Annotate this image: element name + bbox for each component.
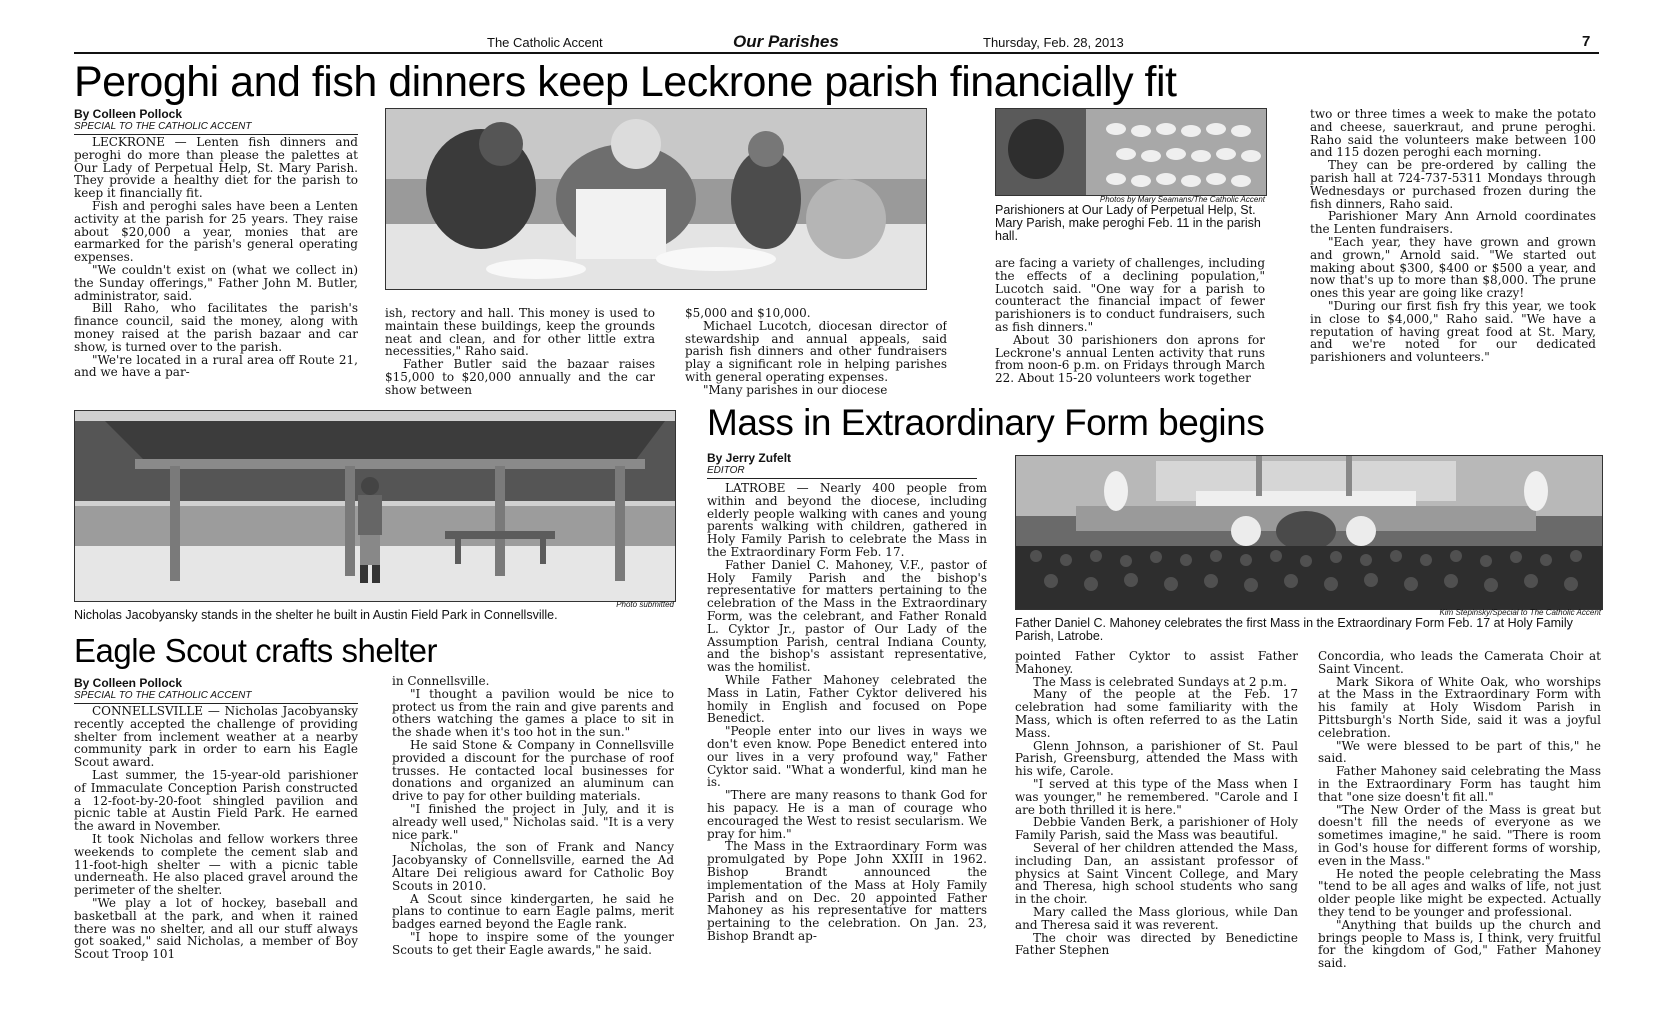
article1-byline-block bbox=[74, 108, 358, 135]
paragraph: The choir was directed by Benedictine Father Stephen bbox=[1015, 930, 1298, 958]
paragraph: "I thought a pavilion would be nice to protect us from the rain and give parents and others watching the games a place to sit in the shade when it's too hot in the sun." bbox=[392, 686, 674, 740]
paragraph: The Mass is celebrated Sundays at 2 p.m. bbox=[1033, 674, 1287, 689]
paragraph: "We were blessed to be part of this," he said. bbox=[1318, 738, 1601, 766]
article3-column-1 bbox=[707, 482, 987, 990]
paragraph: "People enter into our lives in ways we don't even know. Pope Benedict entered into our lives in a very profound way," Father Cyktor said. "What a wonderful, kind man he is. bbox=[707, 724, 987, 790]
paragraph: "The New Order of the Mass is great but doesn't fill the needs of everyone as we sometimes imagine," he said. "There is room in God's house for different forms of worship, even in the Mass." bbox=[1318, 802, 1601, 868]
paragraph: Michael Lucotch, diocesan director of stewardship and annual appeals, said parish fish dinners and other fundraisers play a significant role in helping parishes with general operating expenses. bbox=[685, 318, 947, 384]
paragraph: About 30 parishioners don aprons for Leckrone's annual Lenten activity that runs from noon-6 p.m. on Fridays through March 22. About 15-20 volunteers work together bbox=[995, 332, 1265, 386]
paragraph: $5,000 and $10,000. bbox=[685, 307, 811, 320]
article3-byline-block bbox=[707, 452, 977, 479]
paragraph: While Father Mahoney celebrated the Mass in Latin, Father Cyktor delivered his homily in English and focused on Pope Benedict. bbox=[707, 672, 987, 726]
paragraph: pointed Father Cyktor to assist Father Mahoney. bbox=[1015, 650, 1298, 676]
paragraph: Mark Sikora of White Oak, who worships at the Mass in the Extraordinary Form with his family at Holy Wisdom Parish in Pittsburgh's North Side, said it was a joyful celebration. bbox=[1318, 674, 1601, 740]
article2-column-2 bbox=[392, 675, 674, 990]
paper-name: The Catholic Accent bbox=[487, 35, 603, 50]
article2-column-1 bbox=[74, 705, 358, 990]
paragraph: "I finished the project in July, and it is already well used," Nicholas said. "It is a very nice park." bbox=[392, 801, 674, 842]
paragraph: Many of the people at the Feb. 17 celebration had some familiarity with the Mass, which is often referred to as the Latin Mass. bbox=[1015, 687, 1298, 740]
article1-photo-credit: Photos by Mary Seamans/The Catholic Accent bbox=[1099, 195, 1265, 204]
paragraph: "I served at this type of the Mass when I was younger," he remembered. "Carole and I are both thrilled it is here." bbox=[1015, 776, 1298, 817]
paragraph: are facing a variety of challenges, including the effects of a declining population," Lucotch said. "One way for a parish to counteract the financial impact of fewer parishioners is to conduct fundraisers, such as fish dinners." bbox=[995, 257, 1265, 334]
peroghi-trays-photo bbox=[995, 108, 1267, 196]
section-title: Our Parishes bbox=[733, 32, 839, 51]
peroghi-photo-image bbox=[386, 109, 926, 289]
article2-headline: Eagle Scout crafts shelter bbox=[74, 632, 438, 669]
paragraph: He said Stone & Company in Connellsville provided a discount for the purchase of roof trusses. He contacted local businesses for donations and organized an aluminum can drive to pay for other building materials. bbox=[392, 737, 674, 804]
paragraph: LECKRONE — Lenten fish dinners and peroghi do more than please the palettes at Our Lady of Perpetual Help, St. Mary Parish. They provide a healthy diet for the parish to keep it financially fit. bbox=[74, 136, 358, 201]
article2-photo-credit: Photo submitted bbox=[616, 600, 674, 609]
article2-byline-block bbox=[74, 677, 358, 704]
paragraph: Father Daniel C. Mahoney, V.F., pastor of Holy Family Parish and the bishop's representative for matters pertaining to the celebration of the Mass in the Extraordinary Form, was the celebrant, and Father Ronald L. Cyktor Jr., pastor of Our Lady of the Assumption Parish, central Indiana County, and the bishop's assistant representative, was the homilist. bbox=[707, 557, 987, 675]
paragraph: ish, rectory and hall. This money is used to maintain these buildings, keep the grounds neat and clean, and for other little extra necessities," Raho said. bbox=[385, 307, 655, 359]
paragraph: Debbie Vanden Berk, a parishioner of Holy Family Parish, said the Mass was beautiful. bbox=[1015, 815, 1298, 843]
article3-photo-credit: Kim Stepinsky/Special to The Catholic Accent bbox=[1439, 608, 1601, 617]
issue-date: Thursday, Feb. 28, 2013 bbox=[983, 35, 1124, 50]
paragraph: Concordia, who leads the Camerata Choir at Saint Vincent. bbox=[1318, 650, 1601, 676]
paragraph: Fish and peroghi sales have been a Lenten activity at the parish for 25 years. They raise about $20,000 a year, monies that are earmarked for the parish's general operating expenses. bbox=[74, 198, 358, 265]
mass-photo-image bbox=[1016, 456, 1602, 609]
article3-photo-caption: Father Daniel C. Mahoney celebrates the first Mass in the Extraordinary Form Feb. 17 at Holy Family Parish, Latrobe. bbox=[1015, 616, 1573, 643]
paragraph: "We're located in a rural area off Route 21, and we have a par- bbox=[74, 352, 358, 380]
paragraph: The Mass in the Extraordinary Form was promulgated by Pope John XXIII in 1962. Bishop Brandt announced the implementation of the Mass at Holy Family Parish and on Dec. 20 appointed Father Mahoney as his representative for matters pertaining to the celebration. On Jan. 23, Bishop Brandt ap- bbox=[707, 839, 987, 943]
article3-column-3 bbox=[1318, 650, 1601, 990]
paragraph: He noted the people celebrating the Mass "tend to be all ages and walks of life, not just older people like might be expected. Actually they tend to be younger and professional. bbox=[1318, 866, 1601, 919]
article1-column-4 bbox=[995, 257, 1265, 401]
article3-headline: Mass in Extraordinary Form begins bbox=[707, 402, 1265, 443]
paragraph: "During our first fish fry this year, we took in close to $4,000," Raho said. "We have a reputation of having great food at St. Mary, and we're noted for our dedicated parishioners and volunteers." bbox=[1310, 298, 1596, 365]
paragraph: A Scout since kindergarten, he said he plans to continue to earn Eagle palms, merit badges earned beyond the Eagle rank. bbox=[392, 891, 674, 932]
article1-byline-role: SPECIAL TO THE CATHOLIC ACCENT bbox=[74, 121, 358, 135]
page-number: 7 bbox=[1582, 33, 1591, 50]
paragraph: CONNELLSVILLE — Nicholas Jacobyansky recently accepted the challenge of providing shelter from inclement weather at a nearby community park in order to earn his Eagle Scout award. bbox=[74, 705, 358, 770]
page-header bbox=[0, 33, 1671, 53]
shelter-photo bbox=[74, 410, 676, 602]
shelter-photo-image bbox=[75, 411, 675, 601]
paragraph: two or three times a week to make the potato and cheese, sauerkraut, and prune peroghi. Raho said the volunteers make between 100 and 115 dozen peroghi each morning. bbox=[1310, 108, 1596, 160]
paragraph: Parishioner Mary Ann Arnold coordinates the Lenten fundraisers. bbox=[1310, 209, 1596, 237]
paragraph: in Connellsville. bbox=[392, 675, 490, 688]
paragraph: Several of her children attended the Mass, including Dan, an assistant professor of physics at Saint Vincent College, and Mary and Theresa, high school students who sang in the choir. bbox=[1015, 840, 1298, 907]
article2-photo-caption: Nicholas Jacobyansky stands in the shelter he built in Austin Field Park in Connellsville. bbox=[74, 608, 558, 622]
paragraph: LATROBE — Nearly 400 people from within and beyond the diocese, including elderly people walking with canes and young parents walking with children, gathered in Holy Family Parish to celebrate the Mass in the Extraordinary Form Feb. 17. bbox=[707, 482, 987, 559]
paragraph: It took Nicholas and fellow workers three weekends to complete the cement slab and 11-foot-high shelter — with a picnic table underneath. He also placed gravel around the perimeter of the shelter. bbox=[74, 831, 358, 898]
paragraph: Mary called the Mass glorious, while Dan and Theresa said it was reverent. bbox=[1015, 904, 1298, 932]
paragraph: Bill Raho, who facilitates the parish's finance council, said the money, along with money raised at the parish bazaar and car show, is turned over to the parish. bbox=[74, 301, 358, 354]
article1-column-5 bbox=[1310, 108, 1596, 401]
article1-photo-caption: Parishioners at Our Lady of Perpetual Help, St. Mary Parish, make peroghi Feb. 11 in the parish hall. bbox=[995, 203, 1261, 243]
paragraph: "Many parishes in our diocese bbox=[703, 382, 888, 397]
paragraph: "Anything that builds up the church and brings people to Mass is, I think, very fruitful for the kingdom of God," Father Mahoney said. bbox=[1318, 917, 1601, 971]
article1-byline: By Colleen Pollock bbox=[74, 107, 183, 121]
peroghi-trays-image bbox=[996, 109, 1266, 195]
paragraph: They can be pre-ordered by calling the parish hall at 724-737-5311 Mondays through Wednesdays or purchased frozen during the fish dinners, Raho said. bbox=[1310, 158, 1596, 211]
article3-byline-role: EDITOR bbox=[707, 465, 977, 479]
paragraph: Father Butler said the bazaar raises $15,000 to $20,000 annually and the car show between bbox=[385, 357, 655, 397]
paragraph: Glenn Johnson, a parishioner of St. Paul Parish, Greensburg, attended the Mass with his wife, Carole. bbox=[1015, 738, 1298, 779]
paragraph: "I hope to inspire some of the younger Scouts to get their Eagle awards," he said. bbox=[392, 929, 674, 957]
article1-column-3 bbox=[685, 307, 947, 401]
article1-column-2 bbox=[385, 307, 655, 401]
paragraph: Last summer, the 15-year-old parishioner of Immaculate Conception Parish constructed a 12-foot-by-20-foot shingled pavilion and picnic table at Austin Field Park. He earned the award in November. bbox=[74, 767, 358, 834]
article2-byline-role: SPECIAL TO THE CATHOLIC ACCENT bbox=[74, 690, 358, 704]
paragraph: Father Mahoney said celebrating the Mass in the Extraordinary Form has taught him that "one size doesn't fit all." bbox=[1318, 764, 1601, 804]
peroghi-photo bbox=[385, 108, 927, 290]
mass-photo bbox=[1015, 455, 1603, 610]
article3-byline: By Jerry Zufelt bbox=[707, 451, 792, 465]
paragraph: Nicholas, the son of Frank and Nancy Jacobyansky of Connellsville, earned the Ad Altare Dei religious award for Catholic Boy Scouts in 2010. bbox=[392, 840, 674, 893]
article2-byline: By Colleen Pollock bbox=[74, 676, 183, 690]
article3-column-2 bbox=[1015, 650, 1298, 990]
paragraph: "We play a lot of hockey, baseball and basketball at the park, and when it rained there was no shelter, and all our stuff always got soaked," said Nicholas, a member of Boy Scout Troop 101 bbox=[74, 895, 358, 962]
header-rule bbox=[74, 52, 1599, 54]
paragraph: "We couldn't exist on (what we collect in) the Sunday offerings," Father John M. Butler, administrator, said. bbox=[74, 262, 358, 303]
article1-column-1 bbox=[74, 136, 358, 401]
paragraph: "Each year, they have grown and grown and grown," Arnold said. "We started out making about $300, $400 or $500 a year, and now that's up to more than $8,000. The prune ones this year are going like crazy! bbox=[1310, 234, 1596, 301]
paragraph: "There are many reasons to thank God for his papacy. He is a man of courage who encouraged the West to resist secularism. We pray for him." bbox=[707, 788, 987, 841]
article1-headline: Peroghi and fish dinners keep Leckrone parish financially fit bbox=[74, 58, 1177, 106]
